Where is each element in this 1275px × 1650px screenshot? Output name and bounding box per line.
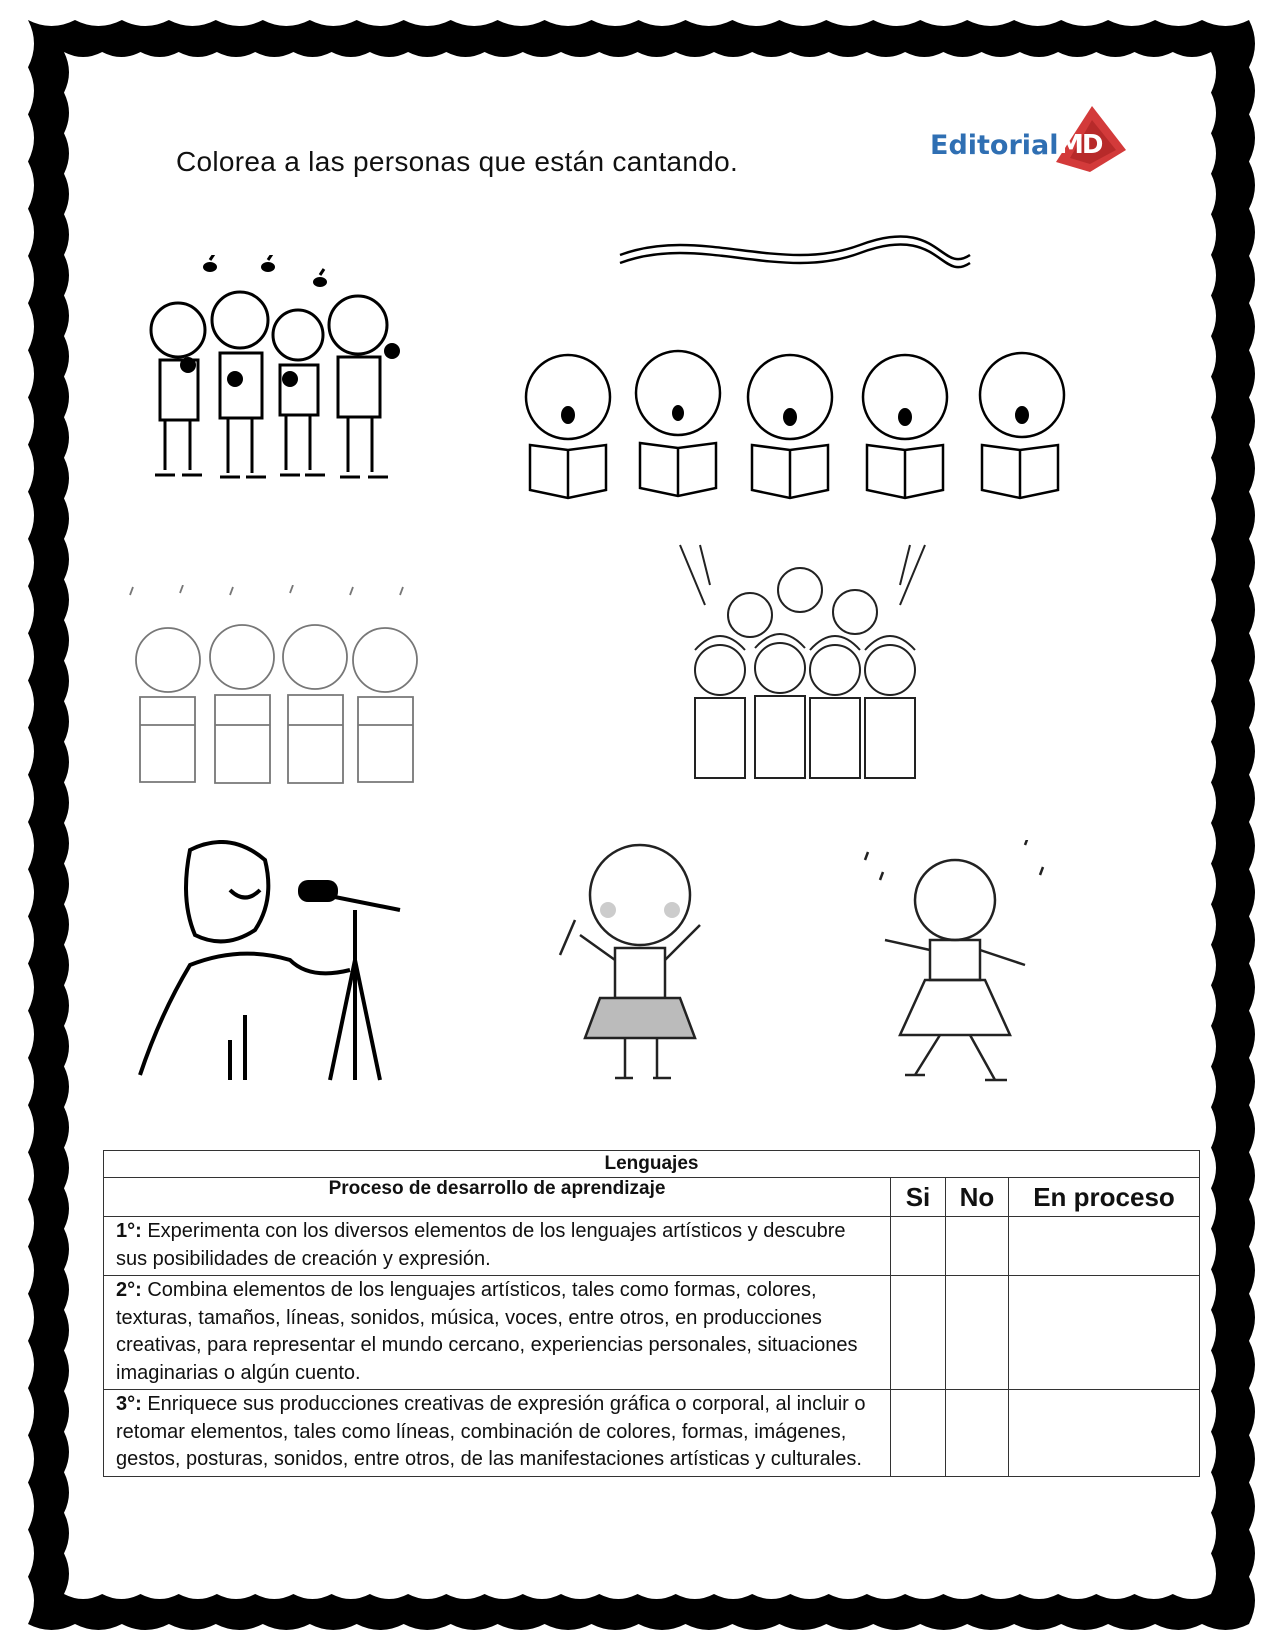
column-no: No (946, 1178, 1009, 1217)
girl-dancing-singing-illustration (855, 840, 1065, 1090)
table-row (104, 1217, 1200, 1276)
checkbox-cell-si[interactable] (891, 1390, 946, 1477)
checkbox-cell-en-proceso[interactable] (1009, 1276, 1200, 1390)
row-description: 1°: Experimenta con los diversos elementos de los lenguajes artísticos y descubre sus posibilidades de creación y expresión. (104, 1217, 891, 1276)
row-description: 2°: Combina elementos de los lenguajes artísticos, tales como formas, colores, texturas, tamaños, líneas, sonidos, música, voces, entre otros, en producciones creativas, para representar el mundo cercano, experiencias personales, situaciones imaginarias o algún cuento. (104, 1276, 891, 1390)
winter-carolers-illustration (670, 540, 940, 795)
page-title: Colorea a las personas que están cantando. (176, 146, 739, 177)
kids-singing-microphones-illustration (140, 255, 415, 505)
man-singing-microphone-illustration (130, 840, 430, 1085)
editorial-md-logo: Editorial MD (930, 100, 1130, 180)
checkbox-cell-no[interactable] (946, 1276, 1009, 1390)
checkbox-cell-no[interactable] (946, 1217, 1009, 1276)
checkbox-cell-no[interactable] (946, 1390, 1009, 1477)
evaluation-table (103, 1150, 1200, 1477)
row-description: 3°: Enriquece sus producciones creativas de expresión gráfica o corporal, al incluir o retomar elementos, tales como líneas, combinación de colores, formas, imágenes, gestos, posturas, sonidos, entre otros, de las manifestaciones artísticas y culturales. (104, 1390, 891, 1477)
checkbox-cell-en-proceso[interactable] (1009, 1217, 1200, 1276)
checkbox-cell-si[interactable] (891, 1276, 946, 1390)
choir-with-songbooks-illustration (520, 215, 1075, 515)
girl-singing-microphone-illustration (545, 840, 735, 1090)
section-title: Lenguajes (104, 1151, 1200, 1178)
checkbox-cell-en-proceso[interactable] (1009, 1390, 1200, 1477)
process-header: Proceso de desarrollo de aprendizaje (104, 1178, 891, 1217)
column-en-proceso: En proceso (1009, 1178, 1200, 1217)
table-row (104, 1276, 1200, 1390)
checkbox-cell-si[interactable] (891, 1217, 946, 1276)
column-si: Si (891, 1178, 946, 1217)
girls-choir-light-illustration (120, 585, 435, 790)
table-row (104, 1390, 1200, 1477)
